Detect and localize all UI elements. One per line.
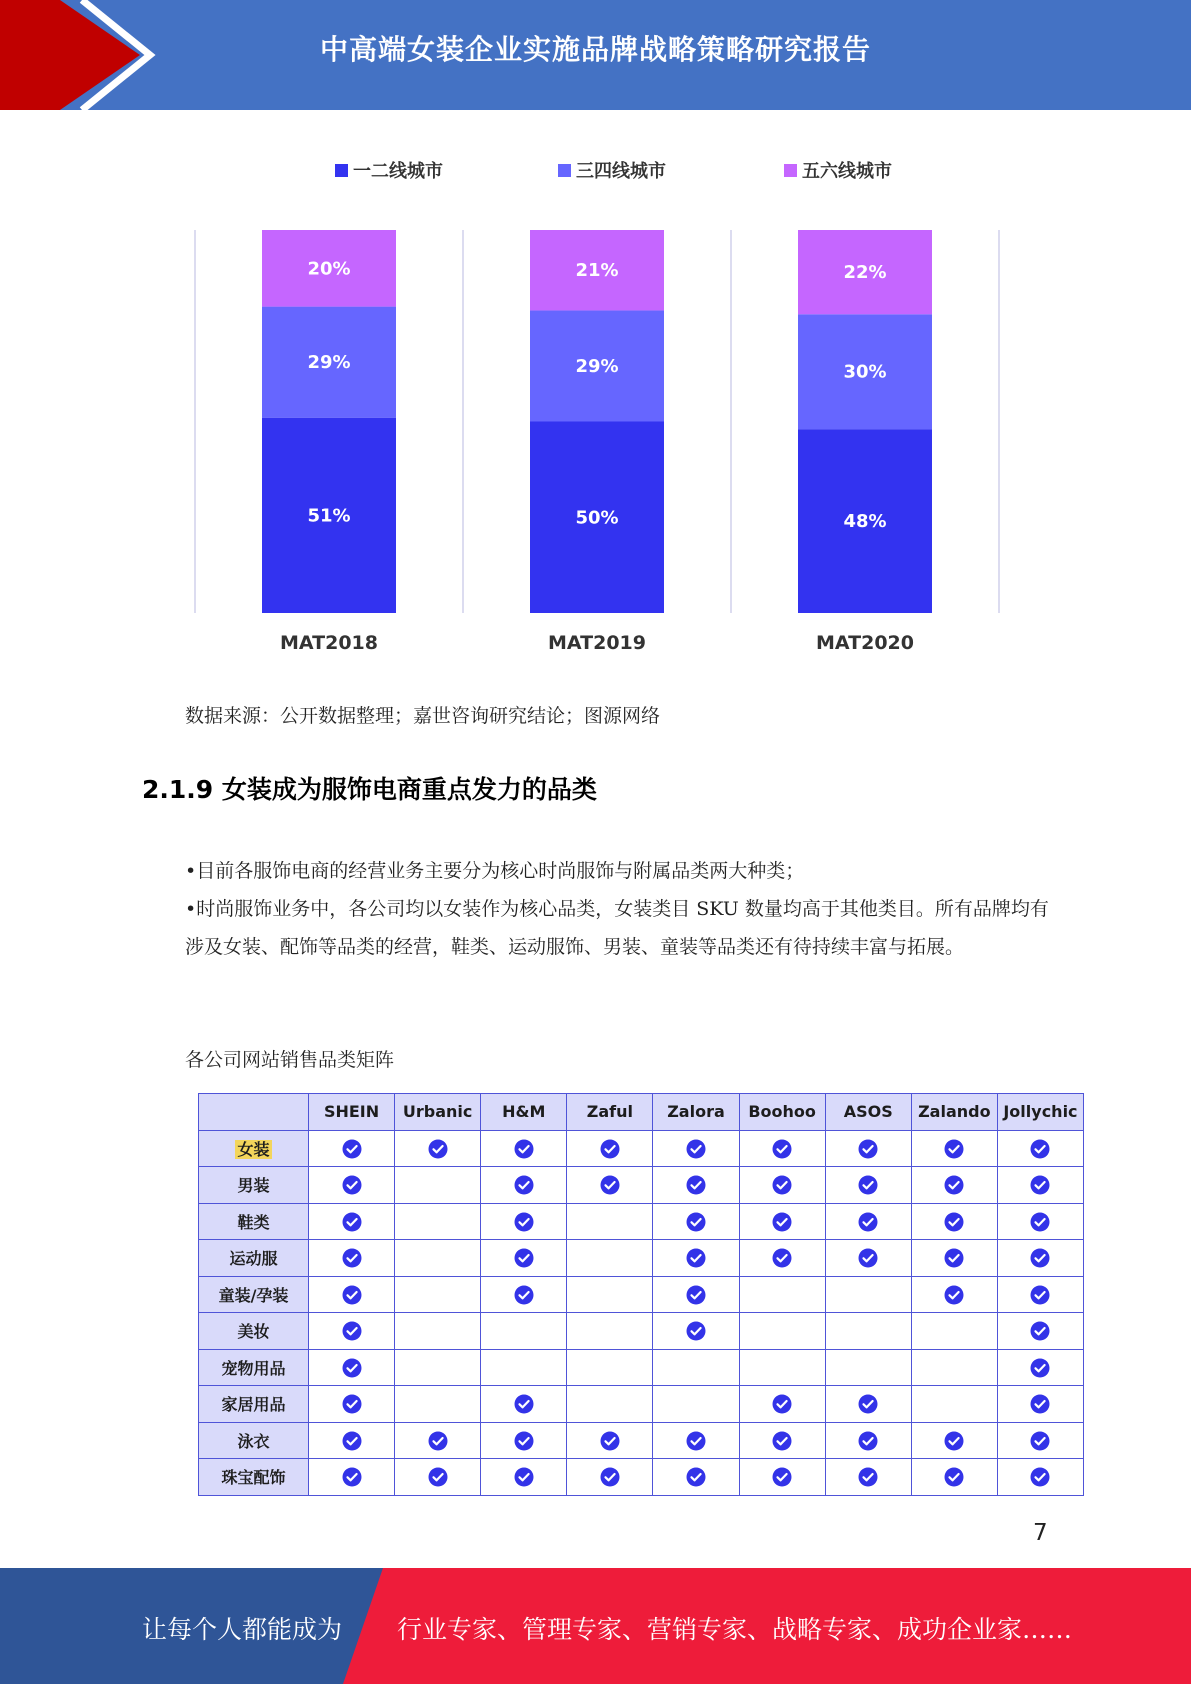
x-tick-label: MAT2019 [548, 632, 646, 654]
table-cell [911, 1203, 997, 1240]
table-cell [395, 1167, 481, 1204]
table-row [199, 1167, 1084, 1204]
table-cell [911, 1422, 997, 1459]
table-cell [825, 1167, 911, 1204]
check-circle-icon [772, 1175, 792, 1195]
check-circle-icon [514, 1394, 534, 1414]
check-circle-icon [944, 1175, 964, 1195]
row-header: 男装 [199, 1167, 309, 1204]
row-header: 童装/孕装 [199, 1276, 309, 1313]
table-cell [739, 1276, 825, 1313]
table-cell [395, 1240, 481, 1277]
table-cell [653, 1240, 739, 1277]
check-circle-icon [600, 1139, 620, 1159]
table-cell [997, 1276, 1083, 1313]
check-circle-icon [686, 1139, 706, 1159]
check-circle-icon [514, 1431, 534, 1451]
table-cell [567, 1240, 653, 1277]
column-header: Zalando [911, 1094, 997, 1131]
table-row [199, 1203, 1084, 1240]
bullet-paragraph: •目前各服饰电商的经营业务主要分为核心时尚服饰与附属品类两大种类； [185, 860, 805, 882]
table-cell [567, 1386, 653, 1423]
check-circle-icon [342, 1212, 362, 1232]
check-circle-icon [772, 1212, 792, 1232]
table-cell [395, 1349, 481, 1386]
table-cell [481, 1167, 567, 1204]
check-circle-icon [686, 1467, 706, 1487]
table-row [199, 1313, 1084, 1350]
table-cell [567, 1422, 653, 1459]
check-circle-icon [686, 1212, 706, 1232]
table-cell [825, 1459, 911, 1496]
table-cell [395, 1203, 481, 1240]
column-header: ASOS [825, 1094, 911, 1131]
table-cell [481, 1422, 567, 1459]
table-cell [653, 1386, 739, 1423]
table-cell [309, 1459, 395, 1496]
table-cell [653, 1459, 739, 1496]
check-circle-icon [772, 1139, 792, 1159]
check-circle-icon [686, 1175, 706, 1195]
page-footer [0, 1568, 1191, 1684]
table-cell [825, 1422, 911, 1459]
table-cell [481, 1203, 567, 1240]
table-cell [911, 1130, 997, 1167]
table-cell [911, 1167, 997, 1204]
check-circle-icon [514, 1175, 534, 1195]
table-cell [911, 1313, 997, 1350]
section-title: 女装成为服饰电商重点发力的品类 [221, 775, 597, 804]
check-circle-icon [428, 1431, 448, 1451]
table-cell [825, 1130, 911, 1167]
table-row [199, 1386, 1084, 1423]
column-header: H&M [481, 1094, 567, 1131]
table-cell [395, 1422, 481, 1459]
check-circle-icon [858, 1394, 878, 1414]
table-cell [911, 1276, 997, 1313]
x-tick-label: MAT2018 [280, 632, 378, 654]
check-circle-icon [342, 1431, 362, 1451]
check-circle-icon [858, 1175, 878, 1195]
legend-label: 五六线城市 [802, 161, 892, 182]
table-cell [567, 1167, 653, 1204]
data-label: 30% [843, 361, 887, 383]
check-circle-icon [944, 1139, 964, 1159]
row-header: 运动服 [199, 1240, 309, 1277]
check-circle-icon [342, 1248, 362, 1268]
table-cell [309, 1422, 395, 1459]
table-cell [997, 1240, 1083, 1277]
check-circle-icon [1030, 1175, 1050, 1195]
section-heading [142, 770, 597, 806]
table-cell [997, 1422, 1083, 1459]
data-label: 29% [307, 352, 351, 374]
table-cell [395, 1276, 481, 1313]
table-cell [481, 1276, 567, 1313]
table-cell [997, 1459, 1083, 1496]
table-cell [309, 1203, 395, 1240]
row-header: 家居用品 [199, 1386, 309, 1423]
column-header: Jollychic [997, 1094, 1083, 1131]
table-cell [653, 1422, 739, 1459]
check-circle-icon [514, 1248, 534, 1268]
bullet-paragraph: •时尚服饰业务中，各公司均以女装作为核心品类，女装类目 SKU 数量均高于其他类目。所有品牌均有涉及女装、配饰等品类的经营，鞋类、运动服饰、男装、童装等品类还有待持续丰富与拓展。 [185, 898, 1049, 958]
table-cell [997, 1349, 1083, 1386]
data-source-note: 数据来源：公开数据整理；嘉世咨询研究结论；图源网络 [185, 705, 661, 727]
table-cell [739, 1386, 825, 1423]
table-cell [309, 1167, 395, 1204]
check-circle-icon [1030, 1394, 1050, 1414]
check-circle-icon [944, 1285, 964, 1305]
check-circle-icon [514, 1467, 534, 1487]
section-number: 2.1.9 [142, 775, 214, 804]
table-cell [653, 1313, 739, 1350]
table-cell [567, 1203, 653, 1240]
check-circle-icon [686, 1248, 706, 1268]
table-cell [739, 1203, 825, 1240]
legend-swatch [784, 164, 797, 177]
table-cell [481, 1130, 567, 1167]
table-cell [825, 1203, 911, 1240]
x-tick-label: MAT2020 [816, 632, 914, 654]
row-header: 女装 [199, 1130, 309, 1167]
check-circle-icon [514, 1285, 534, 1305]
table-cell [825, 1386, 911, 1423]
data-label: 20% [307, 258, 351, 280]
check-circle-icon [514, 1139, 534, 1159]
data-label: 48% [843, 511, 887, 533]
table-header-row [199, 1094, 1084, 1131]
row-header: 珠宝配饰 [199, 1459, 309, 1496]
legend-swatch [335, 164, 348, 177]
table-cell [825, 1313, 911, 1350]
table-cell [911, 1386, 997, 1423]
check-circle-icon [1030, 1467, 1050, 1487]
table-cell [309, 1349, 395, 1386]
check-circle-icon [1030, 1139, 1050, 1159]
table-cell [739, 1422, 825, 1459]
table-cell [395, 1130, 481, 1167]
data-label: 50% [575, 507, 619, 529]
check-circle-icon [772, 1248, 792, 1268]
table-cell [653, 1203, 739, 1240]
check-circle-icon [686, 1431, 706, 1451]
check-circle-icon [772, 1467, 792, 1487]
table-cell [309, 1276, 395, 1313]
column-header: Zalora [653, 1094, 739, 1131]
row-header: 泳衣 [199, 1422, 309, 1459]
row-header: 美妆 [199, 1313, 309, 1350]
category-matrix-table [198, 1093, 1084, 1496]
table-cell [481, 1386, 567, 1423]
check-circle-icon [1030, 1321, 1050, 1341]
check-circle-icon [600, 1175, 620, 1195]
check-circle-icon [944, 1467, 964, 1487]
check-circle-icon [342, 1467, 362, 1487]
legend-label: 三四线城市 [576, 161, 666, 182]
column-header: Boohoo [739, 1094, 825, 1131]
table-cell [825, 1240, 911, 1277]
check-circle-icon [858, 1212, 878, 1232]
table-cell [739, 1459, 825, 1496]
table-cell [739, 1349, 825, 1386]
check-circle-icon [428, 1139, 448, 1159]
table-cell [739, 1130, 825, 1167]
page-title: 中高端女装企业实施品牌战略策略研究报告 [319, 33, 871, 66]
check-circle-icon [1030, 1358, 1050, 1378]
table-row [199, 1459, 1084, 1496]
table-cell [911, 1240, 997, 1277]
column-header: Urbanic [395, 1094, 481, 1131]
table-cell [309, 1240, 395, 1277]
table-row [199, 1276, 1084, 1313]
table-cell [481, 1459, 567, 1496]
table-cell [653, 1130, 739, 1167]
table-cell [309, 1130, 395, 1167]
table-cell [825, 1349, 911, 1386]
table-cell [395, 1459, 481, 1496]
page-header [0, 0, 1191, 110]
chart-canvas [180, 150, 1020, 670]
check-circle-icon [772, 1431, 792, 1451]
table-cell [997, 1167, 1083, 1204]
check-circle-icon [944, 1248, 964, 1268]
table-cell [481, 1313, 567, 1350]
page-number: 7 [1033, 1520, 1048, 1546]
table-row [199, 1240, 1084, 1277]
check-circle-icon [600, 1431, 620, 1451]
check-circle-icon [342, 1321, 362, 1341]
check-circle-icon [858, 1248, 878, 1268]
footer-slogan-right: 行业专家、管理专家、营销专家、战略专家、成功企业家…… [397, 1615, 1073, 1644]
check-circle-icon [342, 1139, 362, 1159]
table-cell [997, 1203, 1083, 1240]
table-cell [911, 1459, 997, 1496]
column-header: SHEIN [309, 1094, 395, 1131]
table-cell [739, 1313, 825, 1350]
check-circle-icon [944, 1431, 964, 1451]
table-cell [653, 1349, 739, 1386]
table-cell [567, 1349, 653, 1386]
check-circle-icon [944, 1212, 964, 1232]
table-cell [997, 1386, 1083, 1423]
table-row [199, 1130, 1084, 1167]
table-cell [309, 1386, 395, 1423]
table-caption: 各公司网站销售品类矩阵 [185, 1049, 395, 1071]
check-circle-icon [686, 1285, 706, 1305]
table-cell [997, 1313, 1083, 1350]
check-circle-icon [342, 1285, 362, 1305]
table-cell [481, 1240, 567, 1277]
table-cell [739, 1167, 825, 1204]
check-circle-icon [342, 1358, 362, 1378]
table-cell [567, 1276, 653, 1313]
check-circle-icon [342, 1394, 362, 1414]
check-circle-icon [1030, 1431, 1050, 1451]
column-header: Zaful [567, 1094, 653, 1131]
check-circle-icon [858, 1139, 878, 1159]
table-corner-cell [199, 1094, 309, 1131]
row-header: 鞋类 [199, 1203, 309, 1240]
stacked-bar-chart [180, 150, 1020, 670]
check-circle-icon [428, 1467, 448, 1487]
table-cell [653, 1276, 739, 1313]
footer-slogan-left: 让每个人都能成为 [142, 1615, 343, 1644]
table-cell [395, 1386, 481, 1423]
legend-swatch [558, 164, 571, 177]
check-circle-icon [1030, 1212, 1050, 1232]
check-circle-icon [600, 1467, 620, 1487]
data-label: 29% [575, 355, 619, 377]
table-cell [567, 1130, 653, 1167]
check-circle-icon [1030, 1285, 1050, 1305]
row-header: 宠物用品 [199, 1349, 309, 1386]
table-cell [395, 1313, 481, 1350]
check-circle-icon [514, 1212, 534, 1232]
legend-label: 一二线城市 [353, 161, 443, 182]
table-cell [309, 1313, 395, 1350]
table-cell [567, 1313, 653, 1350]
check-circle-icon [858, 1431, 878, 1451]
check-circle-icon [686, 1321, 706, 1341]
check-circle-icon [342, 1175, 362, 1195]
data-label: 22% [843, 262, 887, 284]
table-cell [481, 1349, 567, 1386]
table-cell [911, 1349, 997, 1386]
table-cell [825, 1276, 911, 1313]
check-circle-icon [772, 1394, 792, 1414]
check-circle-icon [1030, 1248, 1050, 1268]
data-label: 51% [307, 505, 351, 527]
table-row [199, 1349, 1084, 1386]
check-circle-icon [858, 1467, 878, 1487]
data-label: 21% [575, 260, 619, 282]
table-cell [739, 1240, 825, 1277]
table-cell [567, 1459, 653, 1496]
section-body [142, 852, 1052, 966]
table-cell [653, 1167, 739, 1204]
table-row [199, 1422, 1084, 1459]
table-cell [997, 1130, 1083, 1167]
